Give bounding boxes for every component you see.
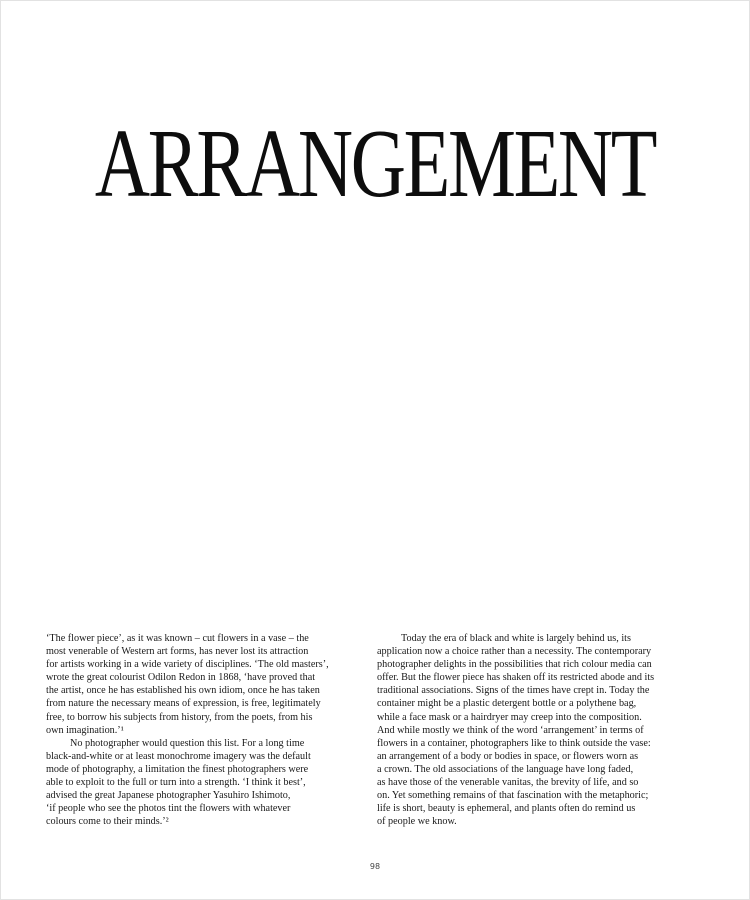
page-number: 98 bbox=[369, 862, 381, 871]
left-text-column bbox=[46, 632, 361, 828]
left-paragraph-2: No photographer would question this list. For a long time black-and-white or at least monochrome imagery was the default mode of photography, a limitation the finest photographers were able to exploit to the full or turn into a strength. ‘I think it best’, advised the great Japanese photographer Yasuhiro Ishimoto, ‘if people who see the photos tint the flowers with whatever colours come to their minds.’² bbox=[46, 737, 311, 828]
right-text-column bbox=[377, 632, 709, 828]
left-paragraph-1: ‘The flower piece’, as it was known – cut flowers in a vase – the most venerable of Western art forms, has never lost its attraction for artists working in a wide variety of disciplines. ‘The old masters’, wrote the great colourist Odilon Redon in 1868, ‘have proved that the artist, once he has established his own idiom, once he has taken from nature the necessary means of expression, is free, legitimately free, to borrow his subjects from history, from the poets, from his own imagination.’¹ bbox=[46, 633, 329, 736]
page-title: ARRANGEMENT bbox=[94, 110, 656, 218]
right-paragraph-1: Today the era of black and white is largely behind us, its application now a choice rather than a necessity. The contemporary photographer delights in the possibilities that rich colour media can offer. But the flower piece has shaken off its restricted abode and its traditional associations. Signs of the times have crept in. Today the container might be a plastic detergent bottle or a polythene bag, while a face mask or a hairdryer may creep into the composition. And while mostly we think of the word ‘arrangement’ in terms of flowers in a container, photographers like to think outside the vase: an arrangement of a body or bodies in space, or flowers worn as a crown. The old associations of the language have long faded, as have those of the venerable vanitas, the brevity of life, and so on. Yet something remains of that fascination with the metaphoric; life is short, beauty is ephemeral, and plants often do remind us of people we know. bbox=[377, 633, 655, 828]
